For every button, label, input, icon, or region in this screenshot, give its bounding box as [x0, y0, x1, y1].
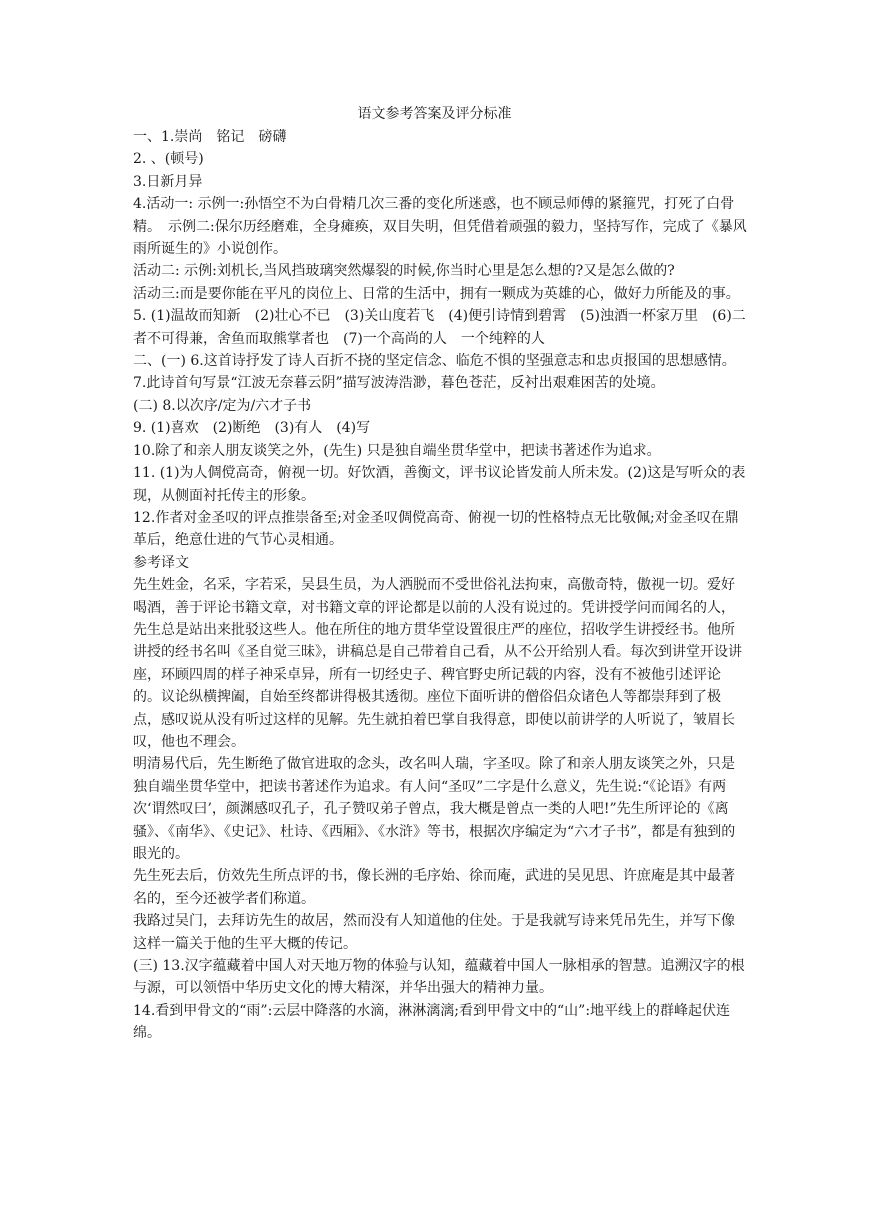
answer-8: (二) 8.以次序/定为/六才子书: [133, 397, 312, 414]
answer-4-activity-3: 活动三:而是要你能在平凡的岗位上、日常的生活中，拥有一颗成为英雄的心，做好力所能及的事。: [133, 285, 740, 302]
answer-12: 12.作者对金圣叹的评点推崇备至;对金圣叹倜傥高奇、俯视一切的性格特点无比敬佩;对金圣叹在鼎革后，绝意仕进的气节心灵相通。: [133, 509, 739, 549]
answer-4-activity-1: 4.活动一: 示例一:孙悟空不为白骨精几次三番的变化所迷惑，也不顾忌师傅的紧箍咒，打死了白骨精。 示例二:保尔历经磨难，全身瘫痪，双目失明，但凭借着顽强的毅力，坚持写作，完成了《暴风雨所诞生的》小说创作。: [133, 196, 747, 258]
answer-11: 11. (1)为人倜傥高奇，俯视一切。好饮酒，善衡文，评书议论皆发前人所未发。(2)这是写听众的表现，从侧面衬托传主的形象。: [133, 465, 746, 504]
answer-4-activity-2: 活动二: 示例:刘机长,当风挡玻璃突然爆裂的时候,你当时心里是怎么想的?又是怎么做的?: [133, 263, 675, 280]
answer-9: 9. (1)喜欢 (2)断绝 (3)有人 (4)写: [133, 420, 371, 437]
translation-paragraph-2: 明清易代后，先生断绝了做官进取的念头，改名叫人瑞，字圣叹。除了和亲人朋友谈笑之外，只是独自端坐贯华堂中，把读书著述作为追求。有人问“圣叹”二字是什么意义，先生说:“《论语》有两次‘谓然叹曰’，颜渊感叹孔子，孔子赞叹弟子曾点，我大概是曾点一类的人吧!”先生所评论的《离骚》、《南华》、《史记》、杜诗、《西厢》、《水浒》等书，根据次序编定为“六才子书”，都是有独到的眼光的。: [133, 756, 736, 862]
answer-13: (三) 13.汉字蕴藏着中国人对天地万物的体验与认知，蕴藏着中国人一脉相承的智慧。追溯汉字的根与源，可以领悟中华历史文化的博大精深，并华出强大的精神力量。: [133, 958, 745, 997]
answer-3: 3.日新月异: [133, 173, 203, 190]
translation-paragraph-3: 先生死去后，仿效先生所点评的书，像长洲的毛序始、徐而庵，武进的吴见思、许庶庵是其中最著名的，至今还被学者们称道。: [133, 868, 735, 907]
translation-heading: 参考译文: [133, 554, 189, 571]
answer-5: 5. (1)温故而知新 (2)壮心不已 (3)关山度若飞 (4)便引诗情到碧霄 (5)浊酒一杯家万里 (6)二者不可得兼，舍鱼而取熊掌者也 (7)一个高尚的人 一个纯粹的人: [133, 308, 746, 347]
page-title: 语文参考答案及评分标准: [357, 106, 512, 122]
answer-1: 一、1.崇尚 铭记 磅礴: [133, 129, 287, 145]
answer-6: 二、(一) 6.这首诗抒发了诗人百折不挠的坚定信念、临危不惧的坚强意志和忠贞报国的思想感情。: [133, 353, 736, 370]
answer-content: [133, 126, 747, 1045]
answer-14: 14.看到甲骨文的“雨”:云层中降落的水滴，淋淋漓漓;看到甲骨文中的“山”:地平线上的群峰起伏连绵。: [133, 1002, 731, 1042]
translation-paragraph-1: 先生姓金，名采，字若采，吴县生员，为人洒脱而不受世俗礼法拘束，高傲奇特，傲视一切。爱好喝酒，善于评论书籍文章，对书籍文章的评论都是以前的人没有说过的。凭讲授学问而闻名的人，先生总是站出来批驳这些人。他在所住的地方贯华堂设置很庄严的座位，招收学生讲授经书。他所讲授的经书名叫《圣自觉三昧》，讲稿总是自己带着自己看，从不公开给别人看。每次到讲堂开设讲座，环顾四周的样子神采卓异，所有一切经史子、稗官野史所记载的内容，没有不被他引述评论的。议论纵横捭阖，自始至终都讲得极其透彻。座位下面听讲的僧俗侣众诸色人等都崇拜到了极点，感叹说从没有听过这样的见解。先生就拍着巴掌自我得意，即使以前讲学的人听说了，皱眉长叹，他也不理会。: [133, 577, 742, 750]
translation-paragraph-4: 我路过吴门，去拜访先生的故居，然而没有人知道他的住处。于是我就写诗来凭吊先生，并写下像这样一篇关于他的生平大概的传记。: [133, 913, 735, 952]
answer-2: 2. 、(顿号): [133, 151, 204, 168]
answer-7: 7.此诗首句写景“江波无奈暮云阴”描写波涛浩渺，暮色苍茫，反衬出艰难困苦的处境。: [133, 375, 665, 392]
answer-10: 10.除了和亲人朋友谈笑之外，(先生) 只是独自端坐贯华堂中，把读书著述作为追求。: [133, 442, 661, 459]
